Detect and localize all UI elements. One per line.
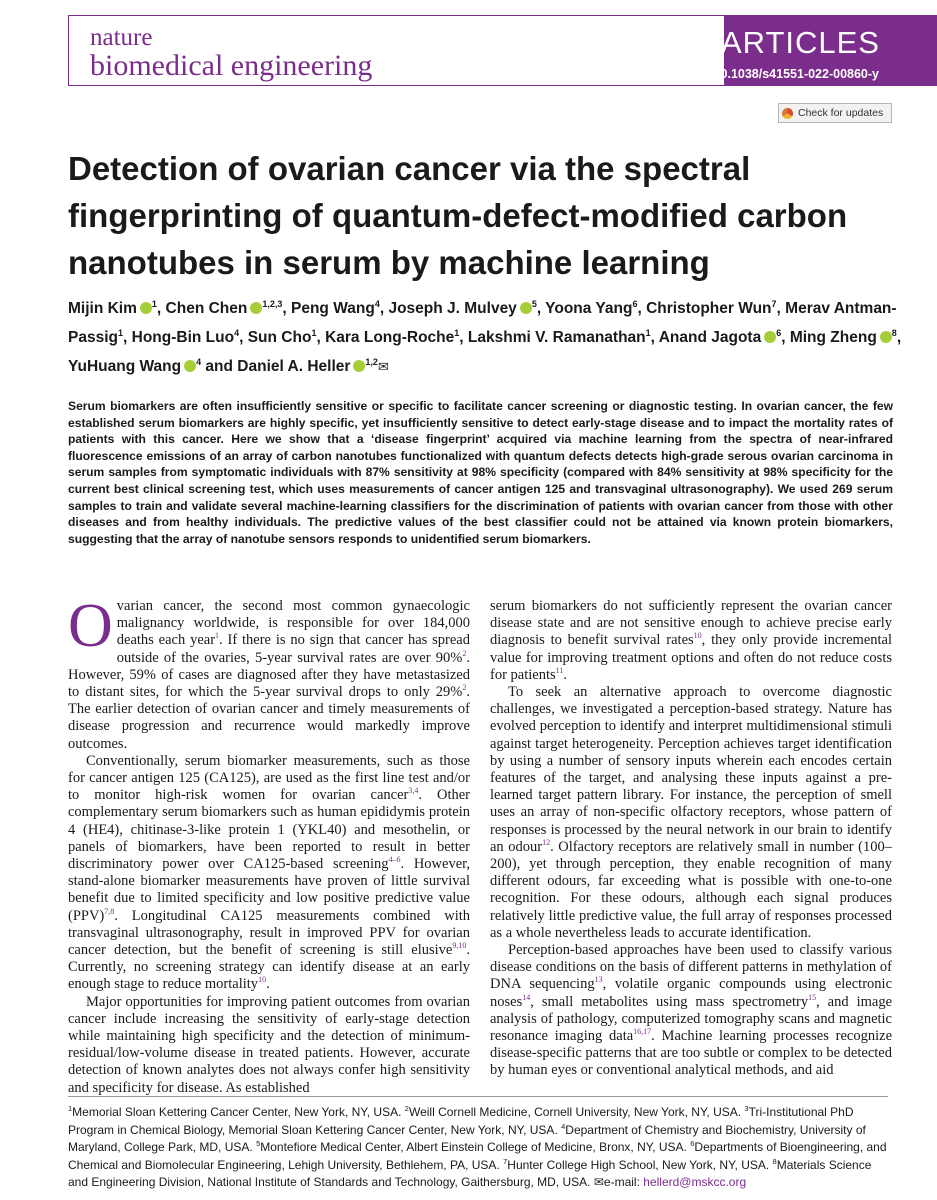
reference-link[interactable]: 2	[462, 683, 467, 693]
author-affiliation: 1	[117, 327, 123, 338]
orcid-icon[interactable]	[353, 360, 365, 372]
section-label: ARTICLES	[720, 25, 880, 60]
author-affiliation: 4	[196, 356, 202, 367]
article-title: Detection of ovarian cancer via the spectral fingerprinting of quantum-defect-modified carbon nanotubes in serum by machine learning	[68, 150, 848, 281]
author-affiliation: 4	[234, 327, 240, 338]
reference-link[interactable]: 9,10	[452, 941, 467, 951]
reference-link[interactable]: 1	[215, 631, 220, 641]
author-affiliation: 6	[632, 298, 638, 309]
author-name[interactable]: Mijin Kim	[68, 300, 137, 317]
orcid-icon[interactable]	[184, 360, 196, 372]
author-name[interactable]: Lakshmi V. Ramanathan	[467, 329, 646, 346]
reference-link[interactable]: 4–6	[388, 855, 401, 865]
author-list: Mijin Kim $^1$, Chen Chen $^{1,2,3}$, Peng Wang$^4$, Joseph J. Mulvey $^5$, Yoona Yang$^6$, Christopher Wun$^7$, Merav Antman-Passig$^1$, Hong-Bin Luo$^4$, Sun Cho$^1$, Kara Long-Roche$^1$, Lakshmi V. Ramanathan$^1$, Anand Jagota $^6$, Ming Zheng $^8$, YuHuang Wang $^4$ and Daniel A. Heller $^{1,2}$✉	[68, 298, 902, 375]
body-paragraph: Conventionally, serum biomarker measurements, such as those for cancer antigen 125 (CA125), are used as the first line test and/or to monitor high-risk women for ovarian cancer$^{3,4}$. Other complementary serum biomarkers such as human epididymis protein 4 (HE4), chitinase-3-like protein 1 (YKL40) and mesothelin, or panels of biomarkers, have been reported to result in better discriminatory power over CA125-based screening$^{4-6}$. However, stand-alone biomarker measurements have proven of little survival benefit due to limited specificity and low positive predictive value (PPV)$^{7,8}$. Longitudinal CA125 measurements combined with transvaginal ultrasonography, result in improved PPV for ovarian cancer detection, but the benefit of screening is still elusive$^{9,10}$. Currently, no screening strategy can identify disease at an early enough stage to reduce mortality$^{10}$.	[68, 752, 471, 993]
reference-link[interactable]: 2	[462, 648, 467, 658]
orcid-icon[interactable]	[880, 331, 892, 343]
author-name[interactable]: Sun Cho	[247, 329, 312, 346]
reference-link[interactable]: 10	[693, 631, 702, 641]
reference-link[interactable]: 15	[808, 992, 817, 1002]
check-for-updates-button[interactable]	[778, 103, 892, 123]
orcid-icon[interactable]	[140, 302, 152, 314]
reference-link[interactable]: 14	[522, 992, 531, 1002]
author-affiliation: 8	[891, 327, 897, 338]
author-name[interactable]: Anand Jagota	[658, 329, 762, 346]
affiliation-number: 3	[744, 1104, 749, 1113]
affiliation-number: 6	[690, 1139, 695, 1148]
footnote-divider	[68, 1096, 888, 1097]
reference-link[interactable]: 16,17	[633, 1027, 652, 1037]
affiliation-number: 1	[68, 1104, 73, 1113]
author-name[interactable]: Christopher Wun	[646, 300, 772, 317]
journal-name-line1: nature	[90, 24, 153, 51]
orcid-icon[interactable]	[520, 302, 532, 314]
body-column-left	[68, 592, 471, 1097]
body-paragraph: Ovarian cancer, the second most common gynaecologic malignancy worldwide, is responsible for over 184,000 deaths each year$^1$. If there is no sign that cancer has spread outside of the ovaries, 5-year survival rates are over 90%$^2$. However, 59% of cases are diagnosed after they have metastasized to distant sites, for which the 5-year survival drops to only 29%$^2$. The earlier detection of ovarian cancer and timely measurements of disease progression and recurrence would markedly improve outcomes.	[68, 592, 470, 752]
affiliation-number: 2	[404, 1104, 409, 1113]
author-name[interactable]: Ming Zheng	[789, 329, 877, 346]
affiliation-number: 4	[561, 1121, 566, 1131]
author-name[interactable]: Merav Antman-Passig	[68, 300, 897, 346]
doi-link[interactable]: https://doi.org/10.1038/s41551-022-00860-y	[626, 67, 879, 81]
orcid-icon[interactable]	[250, 302, 262, 314]
reference-link[interactable]: 10	[258, 975, 267, 985]
author-affiliation: 1	[311, 327, 317, 338]
author-name[interactable]: Daniel A. Heller	[237, 358, 351, 375]
drop-cap: O	[68, 592, 113, 660]
envelope-icon[interactable]: ✉	[377, 359, 389, 374]
body-paragraph: To seek an alternative approach to overcome diagnostic challenges, we investigated a perception-based strategy. Nature has evolved perception to identify and interpret multidimensional stimuli against target heterogeneity. Perception achieves target identification by using a number of sensory inputs wherein each encodes certain features of the target, and analysing these inputs against a pre-learned target pattern library. For instance, the perception of smell uses an array of non-specific olfactory receptors, whose pattern of responses is processed by the neural network in our brain to identify an odour$^{12}$. Olfactory receptors are relatively small in number (100–200), yet through perception, they enable recognition of many different odours, far exceeding what is possible with one-to-one recognition. For these odours, although each signal produces relatively little predictive value, the full array of responses processed as a whole nevertheless leads to accurate identification.	[490, 684, 892, 941]
journal-name-line2: biomedical engineering	[90, 49, 373, 82]
crossmark-icon	[782, 108, 793, 119]
reference-link[interactable]: 13	[594, 975, 603, 985]
reference-link[interactable]: 3,4	[408, 786, 419, 796]
author-affiliation: 1,2,3	[262, 298, 283, 309]
author-name[interactable]: Joseph J. Mulvey	[388, 300, 517, 317]
abstract: Serum biomarkers are often insufficiently sensitive or specific to facilitate cancer screening or diagnostic testing. In ovarian cancer, the few established serum biomarkers are highly specific, yet insufficiently sensitive to detect early-stage disease and to impact the mortality rates of patients with this cancer. Here we show that a ‘disease fingerprint’ acquired via machine learning from the spectra of near-infrared fluorescence emissions of an array of carbon nanotubes functionalized with quantum defects detects high-grade serous ovarian carcinoma in serum samples from symptomatic individuals with 87% sensitivity at 98% specificity (compared with 84% sensitivity at 98% specificity for the current best clinical screening test, which uses measurements of cancer antigen 125 and transvaginal ultrasonography). We used 269 serum samples to train and validate several machine-learning classifiers for the discrimination of patients with ovarian cancer from those with other diseases and from healthy individuals. The predictive values of the best classifier could not be attained via known protein biomarkers, suggesting that the array of nanotube sensors responds to unidentified serum biomarkers.	[68, 399, 893, 546]
check-for-updates-label: Check for updates	[798, 107, 884, 119]
author-affiliation: 1,2	[365, 356, 378, 367]
author-name[interactable]: YuHuang Wang	[68, 358, 182, 375]
affiliation-number: 7	[503, 1156, 508, 1166]
reference-link[interactable]: 7,8	[104, 906, 115, 916]
author-affiliation: 6	[776, 327, 782, 338]
body-paragraph: Major opportunities for improving patient outcomes from ovarian cancer include increasing the sensitivity of early-stage detection while maintaining high specificity and the detection of minimum-residual/low-volume disease in treated patients. However, accurate detection of known analytes does not always confer high sensitivity and specificity for disease. As established	[68, 993, 470, 1096]
body-column-right	[490, 598, 892, 1080]
author-affiliation: 1	[454, 327, 460, 338]
author-name[interactable]: Yoona Yang	[545, 300, 633, 317]
reference-link[interactable]: 12	[542, 838, 551, 848]
body-paragraph: Perception-based approaches have been used to classify various disease conditions on the basis of different patterns in methylation of DNA sequencing$^{13}$, volatile organic compounds using electronic noses$^{14}$, small metabolites using mass spectrometry$^{15}$, and image analysis of pathology, computerized tomography scans and magnetic resonance imaging data$^{16,17}$. Machine learning processes recognize disease-specific patterns that are too subtle or complex to be detected by human eyes or conventional analytical methods, and aid	[490, 942, 893, 1079]
author-name[interactable]: Hong-Bin Luo	[131, 329, 235, 346]
author-name[interactable]: Chen Chen	[165, 300, 248, 317]
author-affiliation: 1	[645, 327, 651, 338]
author-affiliation: 5	[531, 298, 537, 309]
author-name[interactable]: Kara Long-Roche	[325, 329, 455, 346]
affiliations-footnote: $^1$Memorial Sloan Kettering Cancer Center, New York, NY, USA. $^2$Weill Cornell Medicine, Cornell University, New York, NY, USA. $^3$Tri-Institutional PhD Program in Chemical Biology, Memorial Sloan Kettering Cancer Center, New York, NY, USA. $^4$Department of Chemistry and Biochemistry, University of Maryland, College Park, MD, USA. $^5$Montefiore Medical Center, Albert Einstein College of Medicine, Bronx, NY, USA. $^6$Departments of Bioengineering, and Chemical and Biomolecular Engineering, Lehigh University, Bethlehem, PA, USA. $^7$Hunter College High School, New York, NY, USA. $^8$Materials Science and Engineering Division, National Institute of Standards and Technology, Gaithersburg, MD, USA. ✉e-mail: hellerd@mskcc.org	[68, 1104, 887, 1189]
author-name[interactable]: Peng Wang	[291, 300, 375, 317]
orcid-icon[interactable]	[764, 331, 776, 343]
email-link[interactable]: hellerd@mskcc.org	[643, 1175, 747, 1189]
author-affiliation: 1	[151, 298, 157, 309]
author-affiliation: 4	[374, 298, 380, 309]
body-paragraph: serum biomarkers do not sufficiently represent the ovarian cancer disease state and are not sensitive enough to achieve precise early diagnosis to benefit survival rates$^{10}$, they only provide incremental value for improving treatment options and often do not reduce costs for patients$^{11}$.	[490, 598, 892, 683]
affiliation-number: 8	[772, 1156, 777, 1166]
author-affiliation: 7	[771, 298, 777, 309]
reference-link[interactable]: 11	[555, 665, 564, 675]
affiliation-number: 5	[256, 1139, 261, 1148]
